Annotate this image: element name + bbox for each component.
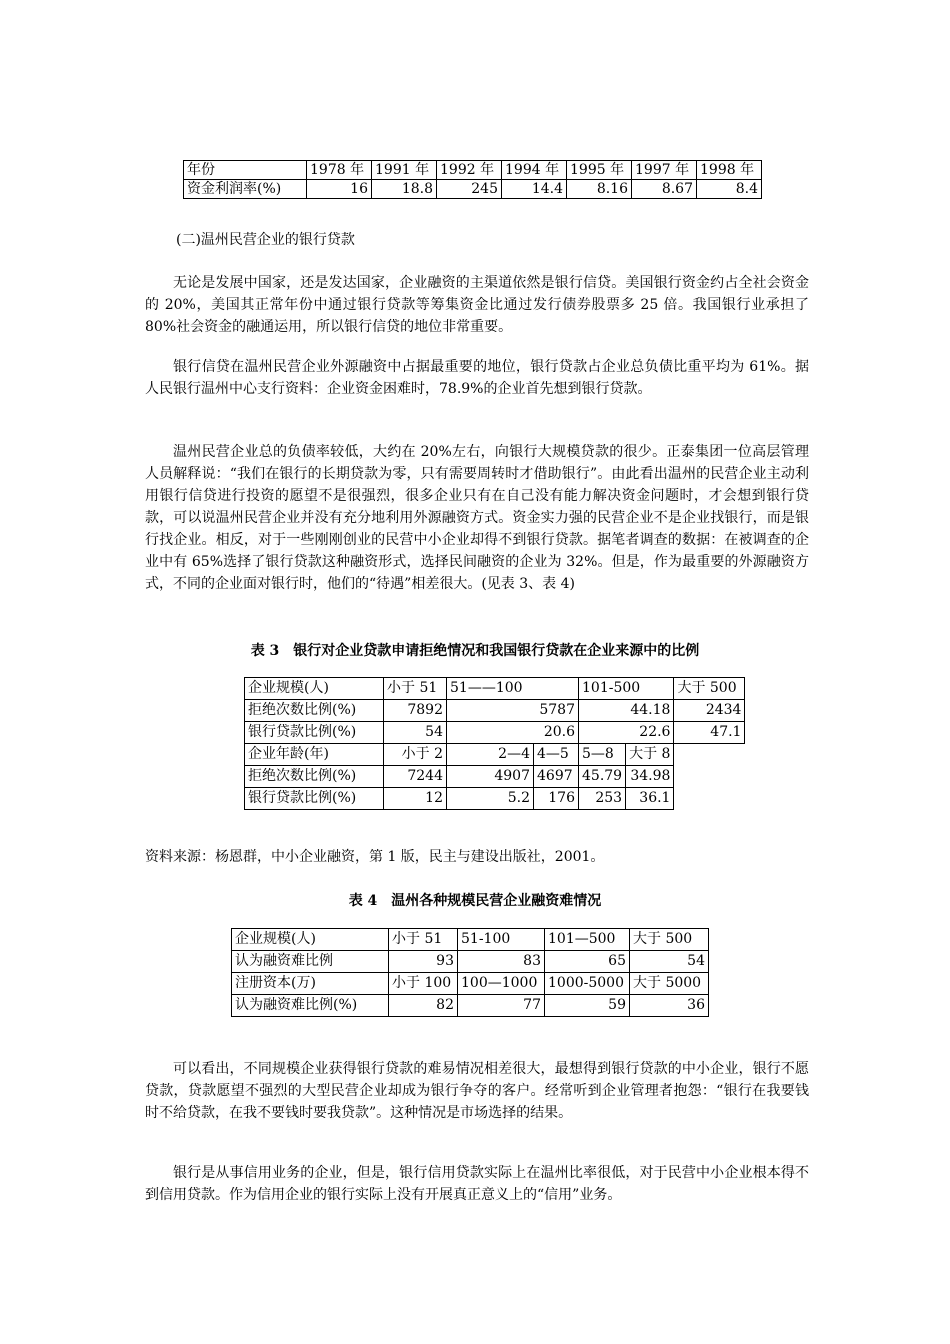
table-cell: 年份 [184,161,307,180]
table-row [245,788,745,810]
table-cell: 12 [384,788,447,810]
table-cell: 77 [458,995,545,1017]
section-heading: (二)温州民营企业的银行贷款 [176,232,355,248]
table-cell: 4—5 [534,744,579,766]
table-cell: 54 [384,722,447,744]
table-row [184,180,762,199]
paragraph-text: 温州民营企业总的负债率较低，大约在 20%左右，向银行大规模贷款的很少。正泰集团一位高层管理人员解释说：“我们在银行的长期贷款为零，只有需要周转时才借助银行”。由此看出温州的民营企业主动利用银行信贷进行投资的愿望不是很强烈，很多企业只有在自己没有能力解决资金问题时，才会想到银行贷款，可以说温州民营企业并没有充分地利用外源融资方式。资金实力强的民营企业不是企业找银行，而是银行找企业。相反，对于一些刚刚创业的民营中小企业却得不到银行贷款。据笔者调查的数据：在被调查的企业中有 65%选择了银行贷款这种融资形式，选择民间融资的企业为 32%。但是，作为最重要的外源融资方式，不同的企业面对银行时，他们的“待遇”相差很大。(见表 3、表 4) [145,444,809,592]
table-row [184,161,762,180]
table-cell: 4907 [447,766,534,788]
table-cell: 34.98 [626,766,674,788]
table-cell: 小于 51 [384,678,447,700]
table-cell: 36.1 [626,788,674,810]
profit-rate-table [183,160,762,199]
paragraph-text: 银行信贷在温州民营企业外源融资中占据最重要的地位，银行贷款占企业总负债比重平均为 61%。据人民银行温州中心支行资料：企业资金困难时，78.9%的企业首先想到银行贷款。 [145,359,809,397]
table-cell: 1992 年 [437,161,502,180]
table-cell: 银行贷款比例(%) [245,722,384,744]
table-cell: 101—500 [545,929,630,951]
table-row [245,700,745,722]
table-cell: 大于 500 [674,678,745,700]
table-cell: 大于 500 [630,929,709,951]
table-cell: 54 [630,951,709,973]
table-cell: 20.6 [447,722,579,744]
table-cell: 8.67 [632,180,697,199]
table-cell: 51——100 [447,678,579,700]
table-cell: 18.8 [372,180,437,199]
table-cell: 8.4 [697,180,762,199]
table-cell: 16 [307,180,372,199]
table-cell: 22.6 [579,722,674,744]
table-row [232,973,709,995]
table-cell: 1991 年 [372,161,437,180]
table-cell: 83 [458,951,545,973]
table-cell: 小于 51 [389,929,458,951]
table-cell: 认为融资难比例 [232,951,389,973]
table-cell: 5—8 [579,744,626,766]
table-cell: 注册资本(万) [232,973,389,995]
table-cell: 1997 年 [632,161,697,180]
table-cell: 82 [389,995,458,1017]
table-cell: 8.16 [567,180,632,199]
table-cell: 企业规模(人) [232,929,389,951]
table-cell: 大于 8 [626,744,674,766]
paragraph [145,441,809,595]
table-cell: 企业规模(人) [245,678,384,700]
paragraph [145,356,809,400]
table-cell: 45.79 [579,766,626,788]
table-cell: 14.4 [502,180,567,199]
paragraph [145,1162,809,1206]
table-cell: 1994 年 [502,161,567,180]
table-cell: 101-500 [579,678,674,700]
table-cell: 1995 年 [567,161,632,180]
table-cell: 5787 [447,700,579,722]
table-cell: 5.2 [447,788,534,810]
table-cell: 93 [389,951,458,973]
table-cell: 拒绝次数比例(%) [245,700,384,722]
paragraph-text: 可以看出，不同规模企业获得银行贷款的难易情况相差很大，最想得到银行贷款的中小企业，银行不愿贷款，贷款愿望不强烈的大型民营企业却成为银行争夺的客户。经常听到企业管理者抱怨：“银行在我要钱时不给贷款，在我不要钱时要我贷款”。这种情况是市场选择的结果。 [145,1061,809,1121]
table-row [232,995,709,1017]
table-cell: 253 [579,788,626,810]
loan-rejection-table [244,677,745,810]
table-cell: 100—1000 [458,973,545,995]
table-cell: 36 [630,995,709,1017]
table-cell: 大于 5000 [630,973,709,995]
table-cell: 2—4 [447,744,534,766]
paragraph-text: 银行是从事信用业务的企业，但是，银行信用贷款实际上在温州比率很低，对于民营中小企业根本得不到信用贷款。作为信用企业的银行实际上没有开展真正意义上的“信用”业务。 [145,1165,809,1203]
table-cell: 65 [545,951,630,973]
table-cell: 拒绝次数比例(%) [245,766,384,788]
table-cell: 47.1 [674,722,745,744]
table-cell: 银行贷款比例(%) [245,788,384,810]
table-cell: 51-100 [458,929,545,951]
financing-difficulty-table [231,928,709,1017]
source-note: 资料来源：杨恩群，中小企业融资，第 1 版，民主与建设出版社，2001。 [145,849,605,865]
table-cell: 176 [534,788,579,810]
table3-caption: 表 3 银行对企业贷款申请拒绝情况和我国银行贷款在企业来源中的比例 [250,643,700,659]
table-row [232,951,709,973]
table-cell: 44.18 [579,700,674,722]
table-row [245,766,745,788]
table-cell: 7244 [384,766,447,788]
table-row [245,678,745,700]
paragraph [145,272,809,338]
table-cell: 1000-5000 [545,973,630,995]
table-cell: 245 [437,180,502,199]
table-row [245,722,745,744]
table-cell: 4697 [534,766,579,788]
table-cell: 7892 [384,700,447,722]
table-cell: 1998 年 [697,161,762,180]
table4-caption: 表 4 温州各种规模民营企业融资难情况 [348,893,602,909]
table-cell: 企业年龄(年) [245,744,384,766]
table-cell: 2434 [674,700,745,722]
table-row [232,929,709,951]
table-cell: 认为融资难比例(%) [232,995,389,1017]
table-cell: 小于 100 [389,973,458,995]
table-cell: 59 [545,995,630,1017]
table-cell: 资金利润率(%) [184,180,307,199]
table-cell: 1978 年 [307,161,372,180]
table-cell: 小于 2 [384,744,447,766]
paragraph [145,1058,809,1124]
table-row [245,744,745,766]
paragraph-text: 无论是发展中国家，还是发达国家，企业融资的主渠道依然是银行信贷。美国银行资金约占全社会资金的 20%，美国其正常年份中通过银行贷款等筹集资金比通过发行债券股票多 25 倍。我国银行业承担了 80%社会资金的融通运用，所以银行信贷的地位非常重要。 [145,275,809,335]
